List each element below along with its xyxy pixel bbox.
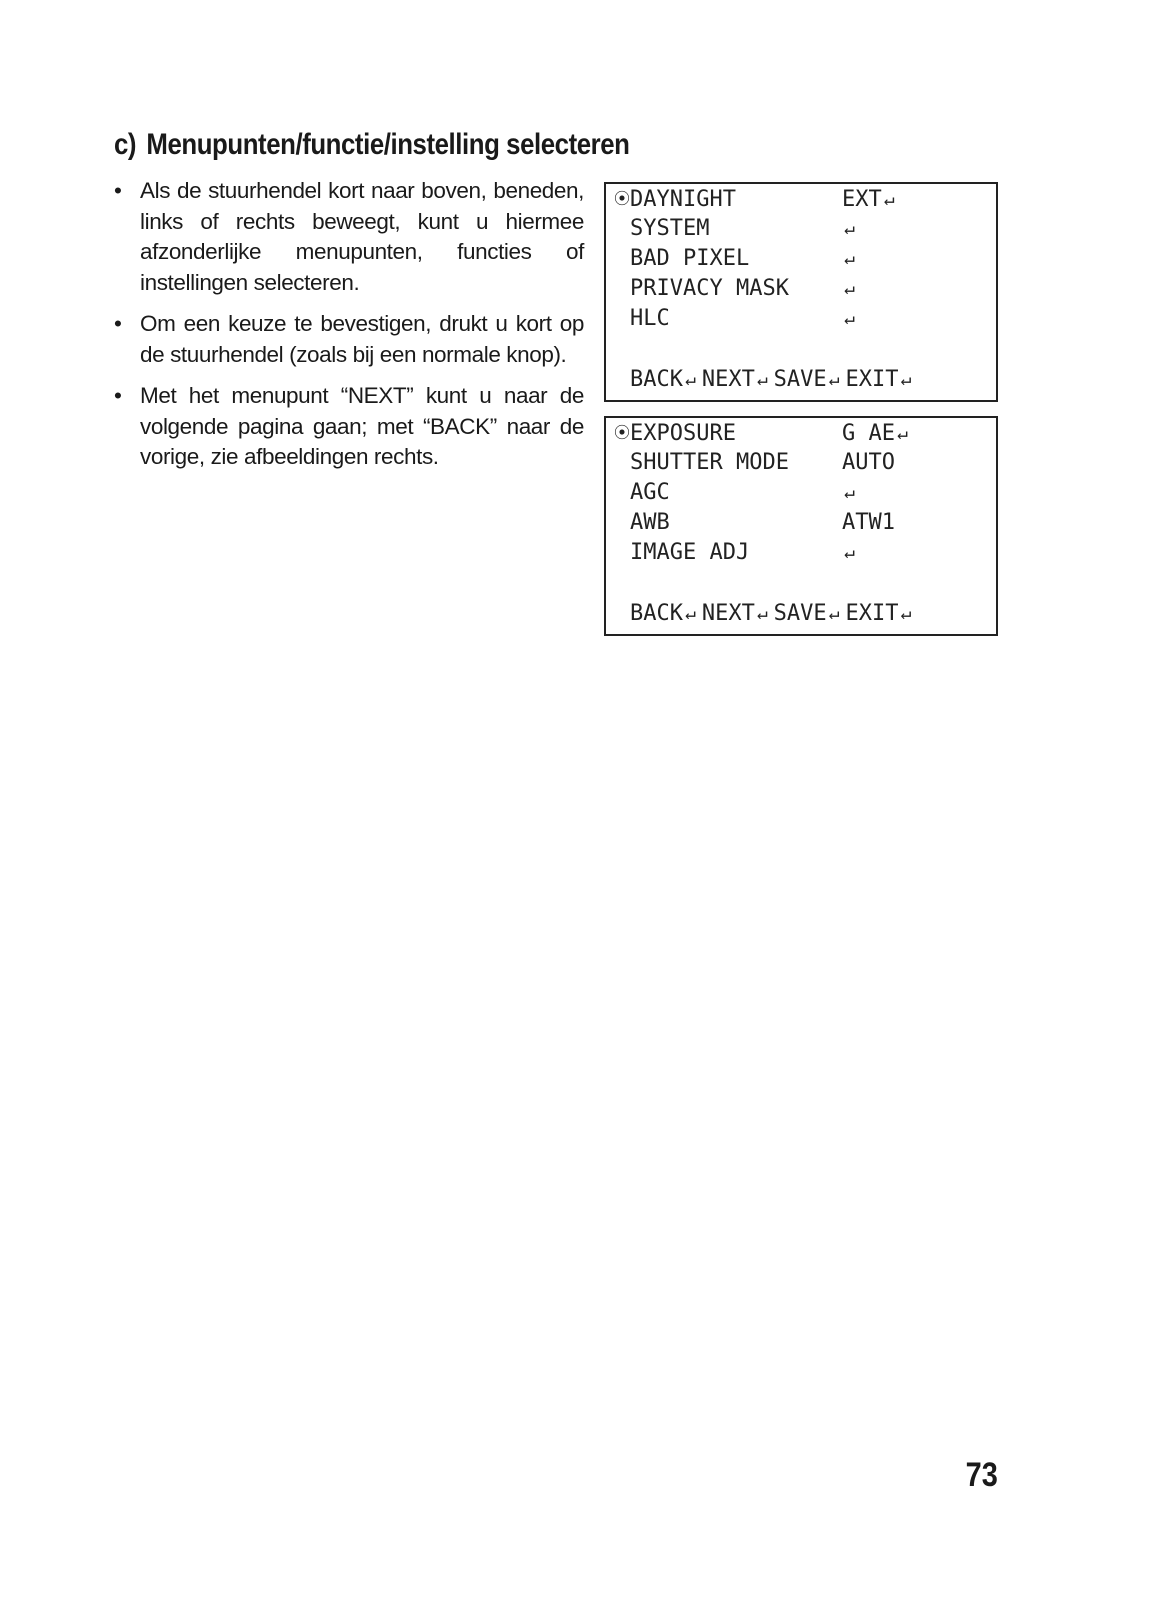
instruction-item [112,176,584,298]
enter-icon: ↵ [844,308,855,329]
enter-icon: ↵ [900,369,912,390]
osd-menu-label: AWB [630,510,670,535]
osd-menu-row [614,448,895,478]
osd-nav-exit [845,365,911,395]
osd-nav-save [774,365,840,395]
enter-icon: ↵ [883,189,895,210]
osd-nav-label: EXIT [845,367,899,392]
bullet-icon: • [114,311,122,336]
enter-icon: ↵ [756,369,768,390]
osd-menu-label: HLC [630,306,670,331]
osd-nav-label: SAVE [773,367,827,392]
enter-icon: ↵ [844,278,855,299]
osd-menu-value: ATW1 [842,510,895,535]
osd-menu-row [614,508,895,538]
instruction-text: Om een keuze te bevestigen, drukt u kort op de stuurhendel (zoals bij een normale knop). [140,311,584,367]
instruction-text: Met het menupunt “NEXT” kunt u naar de volgende pagina gaan; met “BACK” naar de vorige, zie afbeeldingen rechts. [140,383,584,469]
osd-nav-next [702,599,768,629]
osd-menu-label: DAYNIGHT [630,187,736,212]
osd-menu-value: EXT [842,187,882,212]
enter-icon: ↵ [844,218,855,239]
osd-nav-label: BACK [630,601,683,626]
osd-nav-label: SAVE [773,601,827,626]
osd-menu-label: AGC [630,480,670,505]
osd-menu-row [614,244,855,274]
instruction-item [112,309,584,370]
osd-nav-next [702,365,768,395]
osd-menu-label: EXPOSURE [630,421,736,446]
bullet-icon: • [114,178,122,203]
enter-icon: ↵ [684,603,696,624]
osd-nav-save [774,599,840,629]
osd-nav-label: EXIT [845,601,899,626]
osd-nav-bar [630,599,917,629]
instruction-list [112,176,584,484]
enter-icon: ↵ [844,248,855,269]
enter-icon: ↵ [828,603,840,624]
osd-menu-row [614,214,855,244]
selection-cursor-icon: ⦿ [614,423,631,442]
page-number: 73 [965,1456,998,1494]
osd-menu-row [614,418,908,448]
osd-menu-row [614,274,855,304]
bullet-icon: • [114,383,122,408]
osd-menu-row [614,478,855,508]
osd-menu-value: G AE [842,421,895,446]
osd-menu-label: PRIVACY MASK [630,276,789,301]
osd-menu-row [614,304,855,334]
section-heading [114,128,630,162]
osd-nav-label: BACK [630,367,683,392]
enter-icon: ↵ [896,423,908,444]
enter-icon: ↵ [900,603,912,624]
osd-menu-label: IMAGE ADJ [630,540,750,565]
osd-nav-back [630,365,696,395]
section-title: Menupunten/functie/instelling selecteren [146,128,630,161]
osd-menu-row [614,184,895,214]
osd-menu-value: AUTO [842,450,895,475]
osd-menu-row [614,538,855,568]
enter-icon: ↵ [756,603,768,624]
osd-menu-page-1 [604,182,998,402]
enter-icon: ↵ [828,369,840,390]
osd-nav-label: NEXT [701,601,755,626]
section-letter: c) [114,128,137,161]
osd-menu-label: BAD PIXEL [630,246,750,271]
instruction-item [112,381,584,473]
osd-menu-label: SHUTTER MODE [630,450,789,475]
enter-icon: ↵ [844,542,855,563]
instruction-text: Als de stuurhendel kort naar boven, beneden, links of rechts beweegt, kunt u hiermee afzonderlijke menupunten, functies of instellingen selecteren. [140,178,584,295]
osd-nav-exit [845,599,911,629]
osd-nav-label: NEXT [701,367,755,392]
osd-nav-bar [630,365,917,395]
enter-icon: ↵ [844,482,855,503]
osd-nav-back [630,599,696,629]
osd-menu-page-2 [604,416,998,636]
selection-cursor-icon: ⦿ [614,189,631,208]
osd-menu-label: SYSTEM [630,216,710,241]
enter-icon: ↵ [684,369,696,390]
